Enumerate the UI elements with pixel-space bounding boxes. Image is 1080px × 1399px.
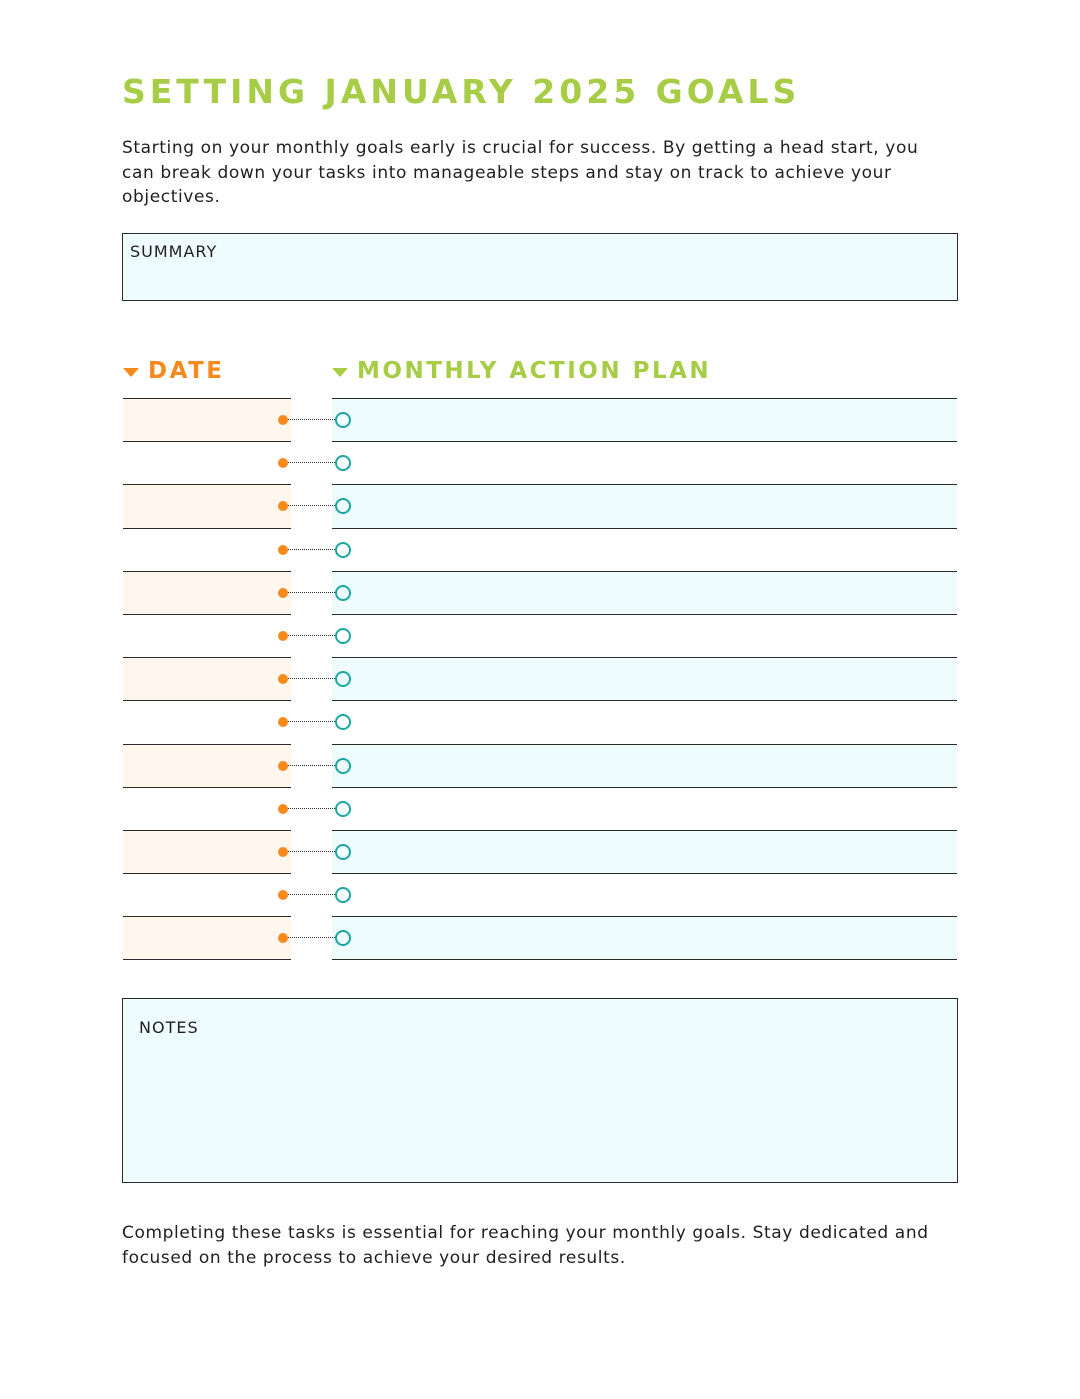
table-row [0, 398, 1080, 441]
triangle-down-icon [332, 368, 348, 377]
plan-header-label: MONTHLY ACTION PLAN [357, 358, 712, 384]
table-row [0, 657, 1080, 700]
date-cell[interactable] [123, 441, 291, 484]
triangle-down-icon [123, 368, 139, 377]
summary-label: SUMMARY [130, 242, 218, 261]
dotted-connector [288, 894, 335, 895]
circle-checkbox-icon[interactable] [335, 542, 351, 558]
circle-checkbox-icon[interactable] [335, 628, 351, 644]
plan-cell[interactable] [332, 441, 957, 484]
dotted-connector [288, 549, 335, 550]
notes-field[interactable] [122, 998, 958, 1183]
dotted-connector [288, 765, 335, 766]
dotted-connector [288, 678, 335, 679]
dotted-connector [288, 851, 335, 852]
plan-cell[interactable] [332, 614, 957, 657]
plan-cell[interactable] [332, 571, 957, 614]
dotted-connector [288, 937, 335, 938]
plan-cell[interactable] [332, 830, 957, 873]
table-row [0, 916, 1080, 959]
dotted-connector [288, 721, 335, 722]
plan-cell[interactable] [332, 873, 957, 916]
date-cell[interactable] [123, 873, 291, 916]
date-cell[interactable] [123, 916, 291, 960]
date-cell[interactable] [123, 700, 291, 743]
circle-checkbox-icon[interactable] [335, 671, 351, 687]
date-cell[interactable] [123, 398, 291, 441]
circle-checkbox-icon[interactable] [335, 758, 351, 774]
dot-icon [278, 415, 288, 425]
plan-cell[interactable] [332, 528, 957, 571]
table-row [0, 571, 1080, 614]
table-row [0, 441, 1080, 484]
date-cell[interactable] [123, 744, 291, 787]
page-title: SETTING JANUARY 2025 GOALS [122, 72, 801, 111]
dot-icon [278, 890, 288, 900]
table-row [0, 744, 1080, 787]
circle-checkbox-icon[interactable] [335, 887, 351, 903]
date-header-label: DATE [148, 358, 225, 384]
dotted-connector [288, 462, 335, 463]
circle-checkbox-icon[interactable] [335, 844, 351, 860]
date-cell[interactable] [123, 571, 291, 614]
dot-icon [278, 545, 288, 555]
table-row [0, 528, 1080, 571]
dot-icon [278, 631, 288, 641]
date-cell[interactable] [123, 528, 291, 571]
plan-column-header [332, 358, 711, 384]
outro-text: Completing these tasks is essential for reaching your monthly goals. Stay dedicated and focused on the process to achieve your desired results. [122, 1223, 929, 1268]
plan-cell[interactable] [332, 787, 957, 830]
dotted-connector [288, 419, 335, 420]
table-row [0, 484, 1080, 527]
plan-cell[interactable] [332, 916, 957, 960]
table-row [0, 614, 1080, 657]
action-plan-table [0, 398, 1080, 959]
circle-checkbox-icon[interactable] [335, 412, 351, 428]
plan-cell[interactable] [332, 398, 957, 441]
notes-label: NOTES [139, 1018, 199, 1037]
circle-checkbox-icon[interactable] [335, 585, 351, 601]
dot-icon [278, 847, 288, 857]
date-cell[interactable] [123, 657, 291, 700]
dot-icon [278, 588, 288, 598]
date-cell[interactable] [123, 484, 291, 527]
dotted-connector [288, 635, 335, 636]
date-cell[interactable] [123, 787, 291, 830]
summary-field[interactable] [122, 233, 958, 301]
dotted-connector [288, 592, 335, 593]
table-row [0, 700, 1080, 743]
date-cell[interactable] [123, 830, 291, 873]
plan-cell[interactable] [332, 657, 957, 700]
circle-checkbox-icon[interactable] [335, 801, 351, 817]
date-cell[interactable] [123, 614, 291, 657]
dot-icon [278, 761, 288, 771]
date-column-header [123, 358, 225, 384]
table-row [0, 873, 1080, 916]
plan-cell[interactable] [332, 700, 957, 743]
intro-text: Starting on your monthly goals early is crucial for success. By getting a head start, you can break down your tasks into manageable steps and stay on track to achieve your objectives. [122, 138, 919, 207]
dot-icon [278, 804, 288, 814]
dotted-connector [288, 808, 335, 809]
table-row [0, 830, 1080, 873]
dotted-connector [288, 505, 335, 506]
plan-cell[interactable] [332, 484, 957, 527]
plan-cell[interactable] [332, 744, 957, 787]
table-row [0, 787, 1080, 830]
